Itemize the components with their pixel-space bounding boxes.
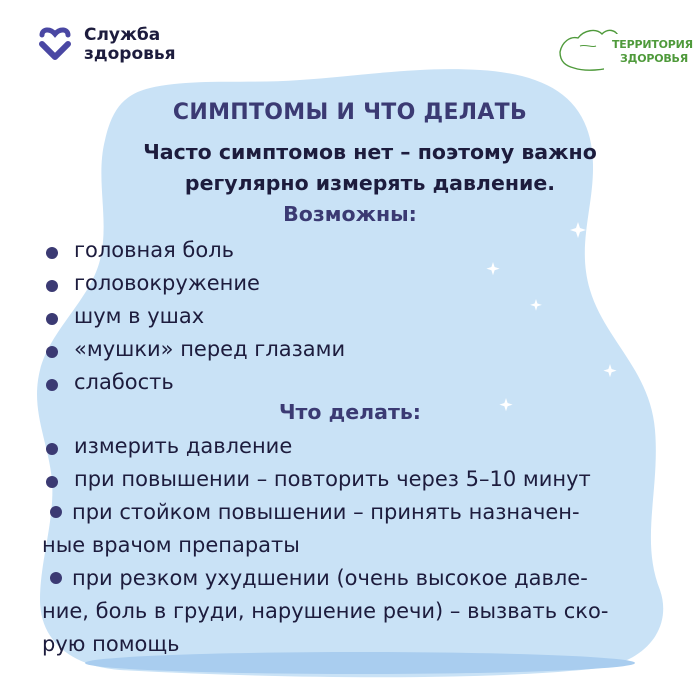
list-item: слабость (42, 366, 345, 399)
actions-heading: Что делать: (278, 400, 422, 424)
action-paragraph-emergency (42, 562, 660, 661)
bullet-icon (50, 506, 62, 518)
list-item: измерить давление (42, 430, 591, 463)
symptoms-list (42, 234, 345, 399)
bullet-icon (50, 572, 62, 584)
list-item: при повышении – повторить через 5–10 минут (42, 463, 591, 496)
paragraph-line: рую помощь (42, 632, 180, 656)
paragraph-line: ные врачом препараты (42, 533, 300, 557)
lead-text: Часто симптомов нет – поэтому важно регулярно измерять давление. (143, 140, 597, 195)
logo-left-line2: здоровья (84, 44, 176, 64)
list-item: головокружение (42, 267, 345, 300)
list-item: шум в ушах (42, 300, 345, 333)
action-paragraph-persistent (42, 496, 660, 562)
symptoms-heading: Возможны: (283, 202, 417, 226)
page-title: СИМПТОМЫ И ЧТО ДЕЛАТЬ (172, 100, 528, 125)
paragraph-line: при резком ухудшении (очень высокое давле- (72, 566, 588, 590)
logo-right-line1: ТЕРРИТОРИЯ (612, 38, 693, 51)
actions-list (42, 430, 591, 496)
logo-left-line1: Служба (84, 25, 161, 45)
paragraph-line: при стойком повышении – принять назначен- (72, 500, 580, 524)
paragraph-line: ние, боль в груди, нарушение речи) – вызвать ско- (42, 599, 609, 623)
list-item: головная боль (42, 234, 345, 267)
logo-right-line2: ЗДОРОВЬЯ (620, 52, 689, 65)
list-item: «мушки» перед глазами (42, 333, 345, 366)
